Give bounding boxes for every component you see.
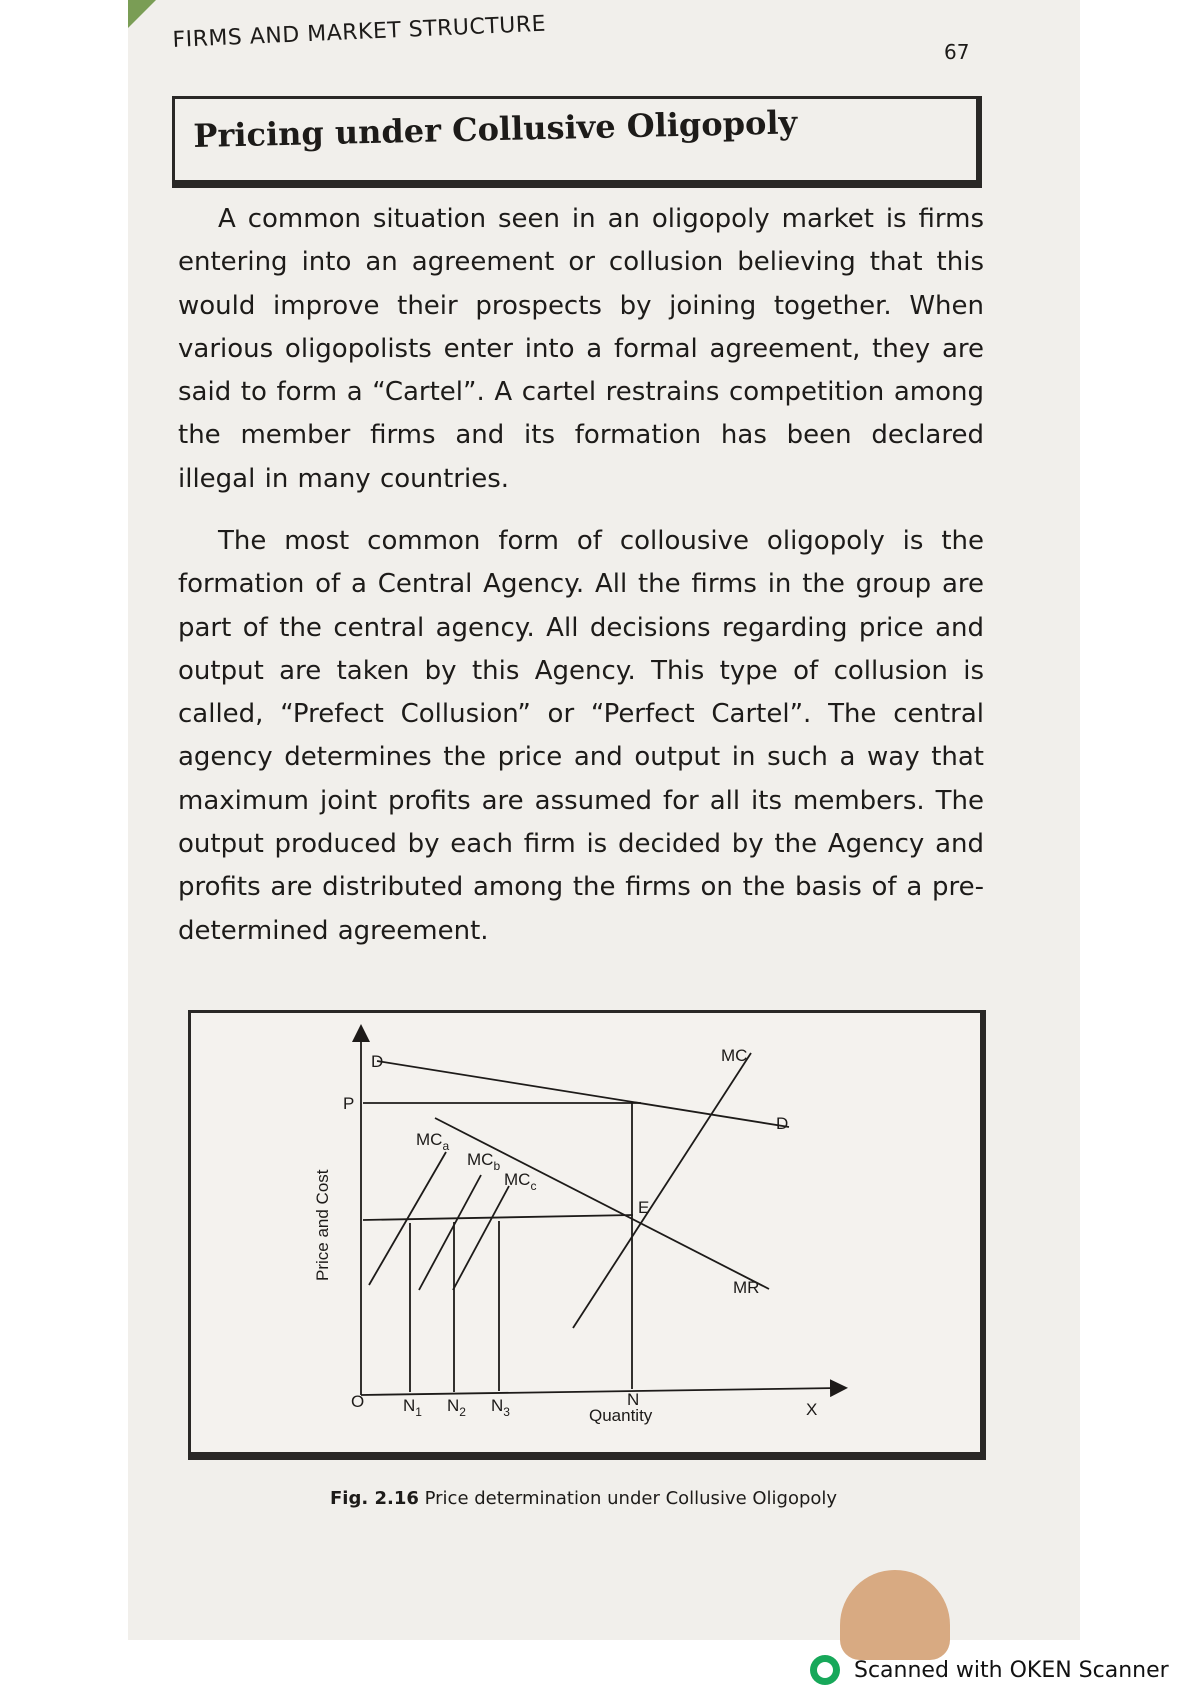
page-number: 67 <box>944 40 970 64</box>
figure-caption <box>330 1488 837 1509</box>
demand-left-label: D <box>371 1052 384 1071</box>
body-paragraph-2: The most common form of collousive oligopoly is the formation of a Central Agency. All the firms in the group are part of the central agency. All decisions regarding price and output are taken by this Agency. This type of collusion is called, “Prefect Collusion” or “Perfect Cartel”. The central agency determines the price and output in such a way that maximum joint profits are assumed for all its members. The output produced by each firm is decided by the Agency and profits are distributed among the firms on the basis of a pre-determined agreement. <box>178 526 984 946</box>
origin-label: O <box>351 1392 365 1411</box>
mcb-label: $MC_b$ <box>467 1150 501 1173</box>
figure-number: Fig. 2.16 <box>330 1488 419 1509</box>
running-head: FIRMS AND MARKET STRUCTURE <box>172 11 547 53</box>
price-label: P <box>343 1094 355 1113</box>
figure-frame <box>188 1010 986 1460</box>
mcb-curve <box>419 1175 481 1290</box>
mc-label: MC <box>721 1046 748 1065</box>
n1-label: $N_1$ <box>403 1396 422 1419</box>
oken-scanner-logo-icon <box>810 1655 840 1685</box>
n3-label: $N_3$ <box>491 1396 510 1419</box>
mca-label: $MC_a$ <box>416 1130 450 1153</box>
x-axis-label: Quantity <box>589 1406 653 1425</box>
n-label: N <box>627 1390 640 1409</box>
demand-curve <box>377 1061 789 1127</box>
x-end-label: X <box>806 1400 818 1419</box>
equilibrium-label: E <box>638 1198 650 1217</box>
section-title-box <box>172 96 982 188</box>
mc-curve <box>573 1053 751 1328</box>
mr-label: MR <box>733 1278 760 1297</box>
body-paragraph-1: A common situation seen in an oligopoly market is firms entering into an agreement or collusion believing that this would improve their prospects by joining together. When various oligopolists enter into a formal agreement, they are said to form a “Cartel”. A cartel restrains competition among the member firms and its formation has been declared illegal in many countries. <box>178 204 984 494</box>
y-axis-label: Price and Cost <box>313 1169 332 1281</box>
scanner-text: Scanned with OKEN Scanner <box>854 1657 1169 1683</box>
mcc-curve <box>453 1186 509 1290</box>
figure-caption-text: Price determination under Collusive Oligopoly <box>424 1488 838 1509</box>
scanner-watermark <box>810 1652 1169 1688</box>
collusive-oligopoly-diagram <box>191 1013 983 1455</box>
x-axis <box>361 1388 839 1395</box>
n2-label: $N_2$ <box>447 1396 466 1419</box>
section-title: Pricing under Collusive Oligopoly <box>193 103 798 155</box>
mcc-label: $MC_c$ <box>504 1170 537 1193</box>
mr-curve <box>435 1118 769 1289</box>
cost-level-line <box>363 1215 633 1220</box>
demand-right-label: D <box>776 1114 789 1133</box>
page-corner-decoration <box>128 0 156 28</box>
